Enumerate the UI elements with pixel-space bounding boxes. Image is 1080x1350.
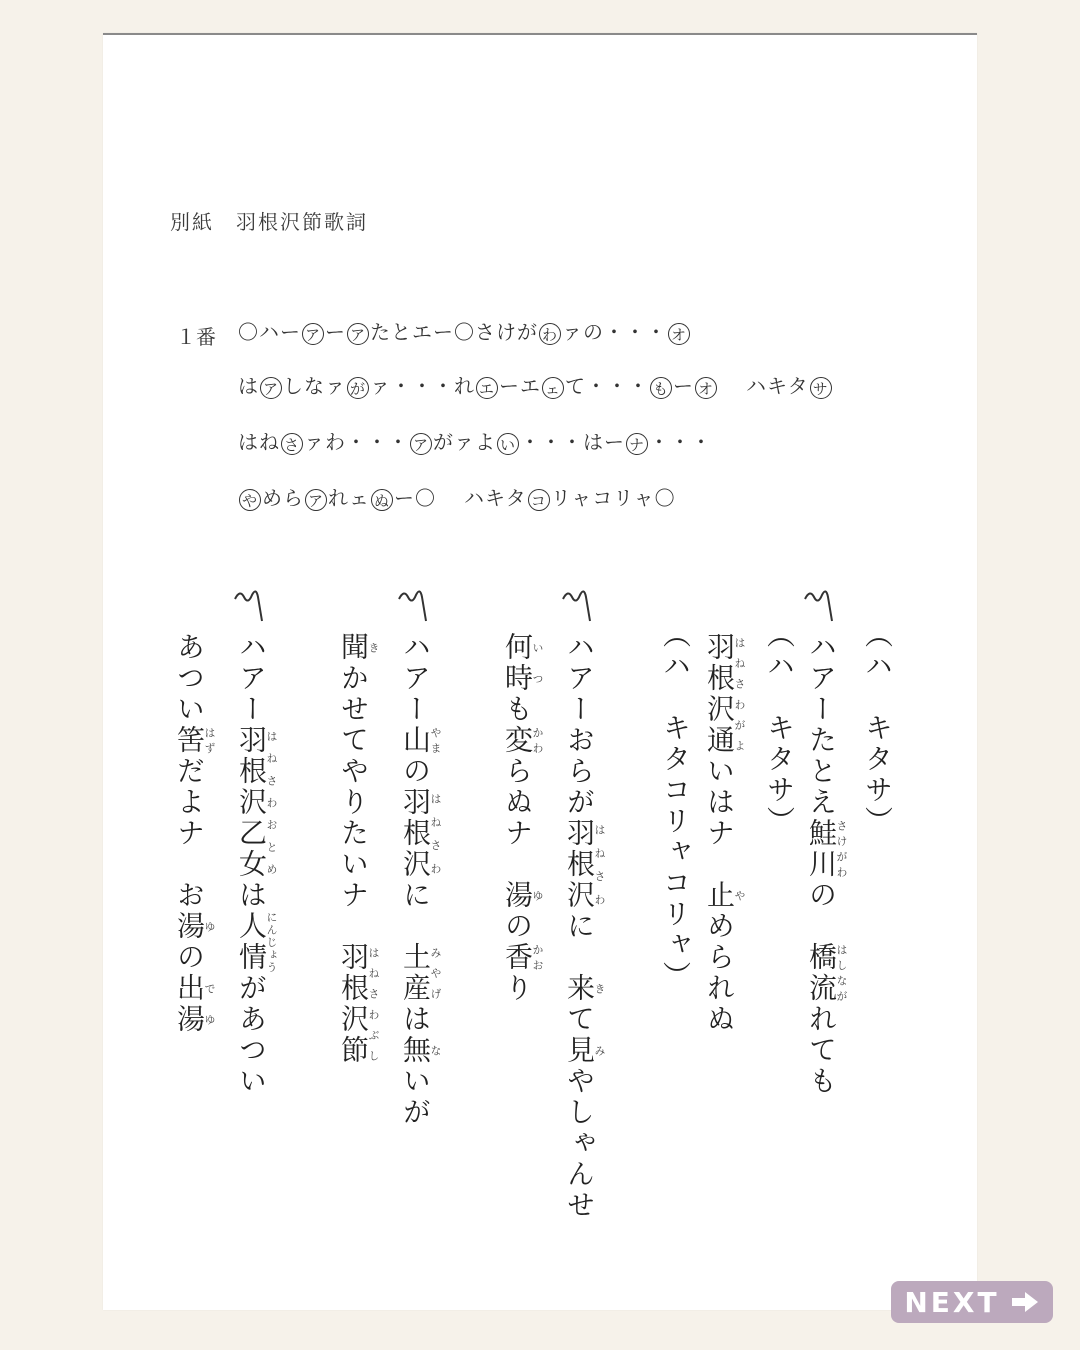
lyric-column: ハアーたとえ鮭川さけがわの 橋流はしながれても — [805, 631, 848, 1097]
lyric-column: （ハ キタサ） — [861, 620, 894, 837]
lyric-column: ハアー羽根沢乙女はねさわおとめは人情にんじょうがあつい — [235, 631, 278, 1097]
verse-number: １番 — [176, 325, 216, 349]
ruby: はず — [203, 724, 216, 756]
ruby: はねさわぶし — [367, 941, 380, 1066]
ruby: き — [367, 631, 380, 663]
lyric-column: 聞きかせてやりたいナ 羽根沢節はねさわぶし — [337, 631, 380, 1066]
ruby: はねさわ — [429, 786, 442, 880]
lyric-column: 羽根沢通はねさわがよいはナ 止やめられぬ — [703, 631, 746, 1035]
lyric-column: ハアーおらが羽根沢はねさわに 来きて見みやしゃんせ — [563, 631, 606, 1221]
ruby: な — [429, 1034, 442, 1066]
notation-line-4: や めら ア れェ ぬ ー〇 ハキタ コ リャコリャ〇 — [238, 482, 676, 511]
notation-line-2: は ア しなァ が ァ・・・れ エ ーエ ェ て・・・ も ー オ ハキタ サ — [238, 370, 833, 399]
ruby: み — [593, 1034, 606, 1066]
ruby: みやげ — [429, 941, 442, 1004]
ruby: ゆ — [203, 910, 216, 942]
ruby: はねさわおとめ — [265, 724, 278, 880]
lyric-column: 何時いつも変かわらぬナ 湯ゆの香かおり — [501, 631, 544, 1004]
ruby: いつ — [531, 631, 544, 694]
lyric-column: ハアー山やまの羽根沢はねさわに 土産みやげは無ないが — [399, 631, 442, 1128]
ruby: ゆ — [531, 879, 544, 911]
lyric-column: （ハ キタコリャコリャ） — [659, 620, 692, 992]
ruby: はねさわがよ — [733, 631, 746, 756]
next-button-label: NEXT — [904, 1285, 1000, 1319]
ruby: にんじょう — [265, 910, 278, 973]
lyric-column: あつい筈はずだよナ お湯ゆの出湯でゆ — [173, 631, 216, 1035]
next-button[interactable] — [891, 1281, 1053, 1323]
ruby: かわ — [531, 724, 544, 756]
ruby: や — [733, 879, 746, 911]
ruby: やま — [429, 724, 442, 756]
arrow-right-icon — [1010, 1291, 1040, 1313]
notation-line-3: はね さ ァわ・・・ ア がァよ い ・・・はー ナ ・・・ — [238, 430, 712, 454]
ruby: かお — [531, 941, 544, 973]
notation-line-1: 〇ハー ア ー ア たとエー〇さけが わ ァの・・・ オ — [238, 316, 691, 345]
ruby: さけがわ — [835, 817, 848, 880]
ruby: き — [593, 972, 606, 1004]
document-heading: 別紙 羽根沢節歌詞 — [170, 210, 368, 234]
lyric-column: （ハ キタサ） — [763, 620, 796, 837]
ruby: はねさわ — [593, 817, 606, 911]
ruby: はしなが — [835, 941, 848, 1004]
ruby: でゆ — [203, 972, 216, 1035]
